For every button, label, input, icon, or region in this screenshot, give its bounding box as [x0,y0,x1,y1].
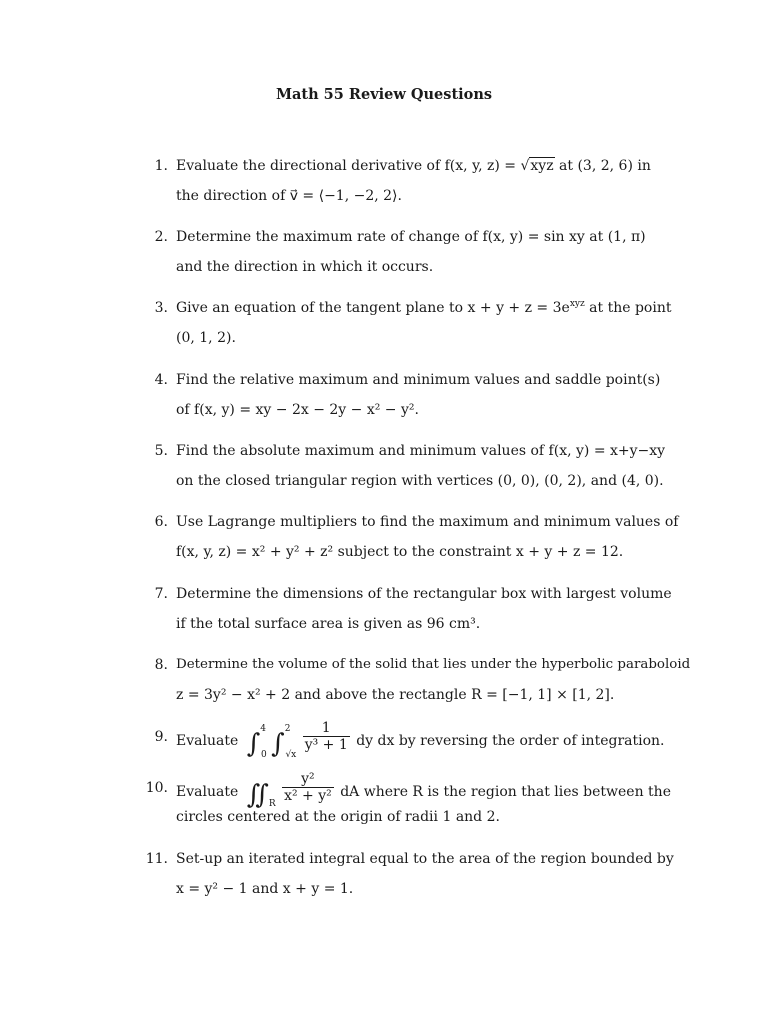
question-number: 10. [145,780,168,796]
lower-limit: √x [285,750,297,760]
question-text: Evaluate [176,733,239,749]
question-text: Give an equation of the tangent plane to x + y + z = 3e [176,300,570,316]
exponent: xyz [569,299,585,309]
question-line-2: (0, 1, 2). [176,330,236,346]
double-integral-icon: ∬ [246,780,269,810]
question-text: Evaluate the directional derivative of [176,158,445,174]
question-line-1 [176,158,651,174]
question-line-2: x = y² − 1 and x + y = 1. [176,881,354,897]
question-text: Evaluate [176,784,239,800]
question-number: 6. [154,514,168,530]
question-number: 9. [154,729,168,745]
question-line-2: of f(x, y) = xy − 2x − 2y − x² − y². [176,402,419,418]
region-label: R [268,799,276,809]
question-number: 1. [154,158,168,174]
question-line-2: z = 3y² − x² + 2 and above the rectangle R = [−1, 1] × [1, 2]. [176,687,615,703]
question-line-1: Set-up an iterated integral equal to the area of the region bounded by [176,851,674,867]
fraction [282,771,334,804]
question-line-2: if the total surface area is given as 96 cm³. [176,616,481,632]
question-line-1: Determine the dimensions of the rectangular box with largest volume [176,586,672,602]
question-line-1 [176,770,671,810]
question-number: 5. [154,443,168,459]
question-number: 8. [154,657,168,673]
question-line-1: Find the relative maximum and minimum values and saddle point(s) [176,372,661,388]
question-number: 3. [154,300,168,316]
question-line-1: Determine the maximum rate of change of f(x, y) = sin xy at (1, π) [176,229,646,245]
question-number: 4. [154,372,168,388]
denominator: x² + y² [284,787,332,804]
upper-limit: 2 [284,724,291,734]
radicand: xyz [530,158,554,174]
question-text: at (3, 2, 6) in [554,158,651,174]
numerator: y² [282,771,334,788]
numerator: 1 [303,720,350,737]
question-line-1: Determine the volume of the solid that lies under the hyperbolic paraboloid [176,657,691,672]
integral-sign-icon: ∫ [246,729,261,759]
question-text: dA where R is the region that lies between the [340,784,671,800]
question-text: dy dx by reversing the order of integration. [356,733,665,749]
question-line-2: on the closed triangular region with vertices (0, 0), (0, 2), and (4, 0). [176,473,664,489]
upper-limit: 4 [260,724,266,734]
integral-sign-icon: ∫ [271,729,285,759]
question-line-2: f(x, y, z) = x² + y² + z² subject to the constraint x + y + z = 12. [176,544,624,560]
question-line-2: the direction of v⃗ = ⟨−1, −2, 2⟩. [176,188,402,204]
denominator: y³ + 1 [304,736,348,753]
function-expression: f(x, y, z) = [444,158,521,174]
fraction [303,720,350,753]
question-line-1: Find the absolute maximum and minimum values of f(x, y) = x+y−xy [176,443,666,459]
question-line-2: and the direction in which it occurs. [176,259,434,275]
page-title: Math 55 Review Questions [275,86,493,103]
lower-limit: 0 [260,750,267,760]
sqrt-symbol-icon: √ [520,158,530,174]
question-number: 2. [154,229,168,245]
question-line-2: circles centered at the origin of radii 1 and 2. [176,809,500,825]
question-line-1: Use Lagrange multipliers to find the maximum and minimum values of [176,514,679,530]
question-text: at the point [584,300,672,316]
question-number: 11. [145,851,168,867]
question-line-1 [176,300,671,316]
question-line-1 [176,719,665,760]
question-number: 7. [154,586,168,602]
